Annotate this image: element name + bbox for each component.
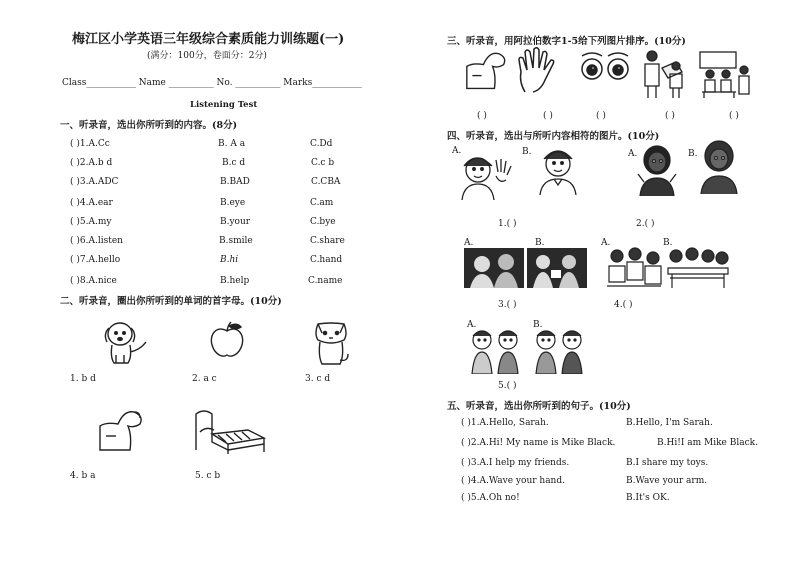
boy-waving-icon bbox=[456, 150, 512, 200]
answer-blank[interactable]: ( ) bbox=[665, 111, 675, 121]
option-c: C.am bbox=[310, 198, 334, 208]
list-item: ( )4.A.ear bbox=[70, 198, 113, 208]
list-item: ( )2.A.b d bbox=[70, 158, 113, 168]
teacher-students-icon bbox=[640, 48, 692, 100]
answer-blank[interactable]: ( ) bbox=[596, 111, 606, 121]
option-b: B.help bbox=[220, 276, 250, 286]
option-b: B. A a bbox=[218, 139, 246, 149]
option-b: B.your bbox=[220, 217, 251, 227]
answer-blank[interactable]: 1.( ) bbox=[498, 219, 517, 229]
apple-icon bbox=[207, 320, 247, 360]
option-c: C.share bbox=[310, 236, 345, 246]
list-item: ( )5.A.Oh no! bbox=[461, 493, 520, 503]
girl-icon bbox=[697, 138, 741, 194]
option-b: B.Hi!I am Mike Black. bbox=[657, 438, 758, 448]
part4-heading: 四、听录音，选出与所听内容相符的图片。(10分) bbox=[447, 131, 660, 142]
option-b: B.smile bbox=[219, 236, 253, 246]
list-item: 5. c b bbox=[195, 471, 221, 481]
boy-icon bbox=[536, 145, 580, 195]
page-title: 梅江区小学英语三年级综合素质能力训练题(一) bbox=[72, 32, 345, 47]
option-c: C.bye bbox=[310, 217, 336, 227]
option-letter: B. bbox=[663, 238, 673, 248]
list-item: ( )5.A.my bbox=[70, 217, 112, 227]
hand-icon bbox=[515, 46, 561, 94]
option-letter: A. bbox=[628, 149, 638, 159]
list-item: 3. c d bbox=[305, 374, 331, 384]
list-item: ( )8.A.nice bbox=[70, 276, 117, 286]
list-item: 4. b a bbox=[70, 471, 96, 481]
cat-icon bbox=[310, 318, 352, 366]
kids-at-table-icon bbox=[666, 246, 730, 290]
two-kids-toys-icon bbox=[527, 248, 587, 288]
option-letter: B. bbox=[533, 320, 543, 330]
option-letter: B. bbox=[535, 238, 545, 248]
list-item: ( )3.A.I help my friends. bbox=[461, 458, 570, 468]
bed-icon bbox=[192, 408, 268, 454]
option-b: B.Hello, I'm Sarah. bbox=[626, 418, 713, 428]
list-item: ( )1.A.Hello, Sarah. bbox=[461, 418, 549, 428]
part2-heading: 二、听录音，圈出你所听到的单词的首字母。(10分) bbox=[60, 296, 282, 307]
list-item: ( )4.A.Wave your hand. bbox=[461, 476, 565, 486]
option-letter: B. bbox=[688, 149, 698, 159]
option-c: C.Dd bbox=[310, 139, 333, 149]
option-letter: A. bbox=[464, 238, 474, 248]
option-b: B.I share my toys. bbox=[626, 458, 709, 468]
two-kids-talking-icon bbox=[530, 328, 590, 374]
section-label: Listening Test bbox=[190, 100, 258, 110]
arm-icon bbox=[96, 406, 150, 456]
list-item: ( )1.A.Cc bbox=[70, 139, 110, 149]
answer-blank[interactable]: 2.( ) bbox=[636, 219, 655, 229]
list-item: ( )3.A.ADC bbox=[70, 177, 119, 187]
option-c: C.hand bbox=[310, 255, 343, 265]
answer-blank[interactable]: 3.( ) bbox=[498, 300, 517, 310]
part5-heading: 五、听录音，选出你所听到的句子。(10分) bbox=[447, 401, 631, 412]
option-b: B.Wave your arm. bbox=[626, 476, 708, 486]
list-item: 1. b d bbox=[70, 374, 96, 384]
option-letter: B. bbox=[522, 147, 532, 157]
eyes-icon bbox=[580, 52, 630, 82]
answer-blank[interactable]: 4.( ) bbox=[614, 300, 633, 310]
option-letter: A. bbox=[601, 238, 611, 248]
girl-hands-up-icon bbox=[634, 142, 680, 196]
answer-blank[interactable]: ( ) bbox=[477, 111, 487, 121]
option-c: C.CBA bbox=[311, 177, 341, 187]
list-item: ( )6.A.listen bbox=[70, 236, 123, 246]
option-letter: A. bbox=[467, 320, 477, 330]
kids-sharing-icon bbox=[605, 246, 663, 290]
score-subtitle: (满分：100分，卷面分：2分) bbox=[147, 51, 267, 61]
part1-heading: 一、听录音，选出你所听到的内容。(8分) bbox=[60, 120, 238, 131]
option-c: C.c b bbox=[311, 158, 335, 168]
list-item: ( )7.A.hello bbox=[70, 255, 121, 265]
list-item: 2. a c bbox=[192, 374, 217, 384]
option-b: B.eye bbox=[220, 198, 246, 208]
option-b: B.It's OK. bbox=[626, 493, 670, 503]
option-letter: A. bbox=[452, 146, 462, 156]
answer-blank[interactable]: ( ) bbox=[729, 111, 739, 121]
option-b: B.c d bbox=[222, 158, 246, 168]
arm-icon bbox=[463, 48, 513, 94]
two-kids-scene-icon bbox=[464, 248, 524, 288]
answer-blank[interactable]: ( ) bbox=[543, 111, 553, 121]
list-item: ( )2.A.Hi! My name is Mike Black. bbox=[461, 438, 616, 448]
option-c: C.name bbox=[308, 276, 343, 286]
classroom-icon bbox=[698, 50, 754, 100]
option-b: B.BAD bbox=[220, 177, 250, 187]
student-info-line: Class___________ Name __________ No. __________ Marks___________ bbox=[62, 78, 362, 88]
dog-icon bbox=[100, 318, 152, 366]
two-kids-greeting-icon bbox=[466, 328, 526, 374]
option-b: B.hi bbox=[220, 255, 239, 265]
answer-blank[interactable]: 5.( ) bbox=[498, 381, 517, 391]
part3-heading: 三、听录音，用阿拉伯数字1-5给下列图片排序。(10分) bbox=[447, 36, 686, 47]
